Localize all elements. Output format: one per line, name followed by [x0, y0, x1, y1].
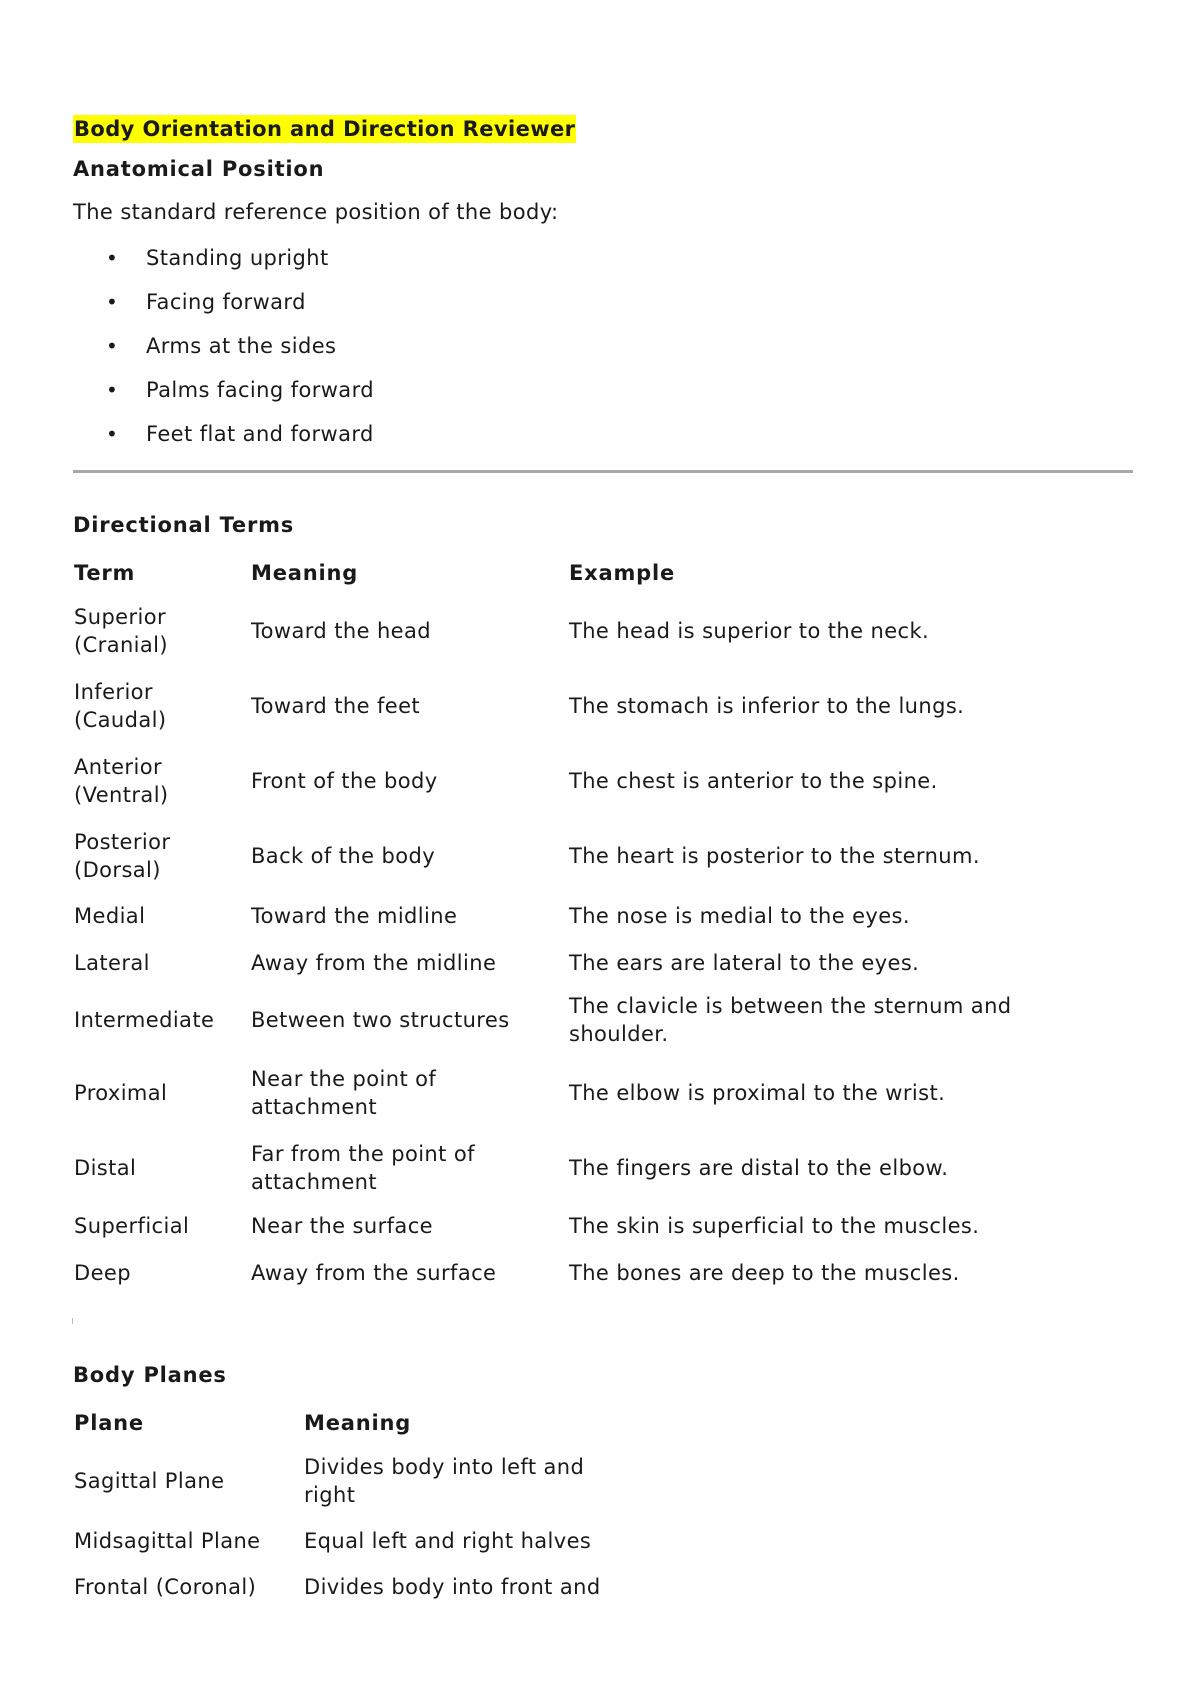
- table-row: [70, 1203, 1045, 1249]
- cell-term: Medial: [74, 904, 146, 928]
- cell-example: The head is superior to the neck.: [569, 618, 930, 643]
- table-header-row: [70, 1403, 630, 1443]
- cell-term: Distal: [74, 1156, 137, 1180]
- table-row: [70, 1249, 1045, 1296]
- table-row: [70, 1053, 1045, 1133]
- cell-meaning: Divides body into left and right: [304, 1454, 585, 1507]
- column-header-term: Term: [74, 561, 136, 585]
- cell-example: The clavicle is between the sternum and shoulder.: [569, 993, 1012, 1046]
- cell-term: Intermediate: [74, 1007, 215, 1032]
- cell-meaning: Toward the head: [251, 618, 431, 643]
- body-planes-table: [70, 1403, 630, 1610]
- cell-meaning: Divides body into front and: [304, 1575, 601, 1599]
- bullet-icon: •: [106, 290, 119, 314]
- table-row: [70, 1443, 630, 1518]
- cell-example: The ears are lateral to the eyes.: [569, 950, 920, 975]
- cell-term: Proximal: [74, 1081, 168, 1105]
- body-planes-heading: Body Planes: [73, 1363, 227, 1387]
- stray-mark: [72, 1318, 73, 1324]
- cell-meaning: Toward the feet: [251, 693, 421, 718]
- table-row: [70, 743, 1045, 818]
- cell-meaning: Far from the point of attachment: [251, 1142, 475, 1194]
- cell-term: Superior (Cranial): [74, 604, 168, 657]
- cell-plane: Frontal (Coronal): [74, 1575, 257, 1599]
- cell-meaning: Toward the midline: [251, 904, 458, 928]
- cell-term: Lateral: [74, 950, 150, 975]
- column-header-meaning: Meaning: [251, 561, 359, 585]
- cell-meaning: Equal left and right halves: [304, 1529, 592, 1553]
- directional-terms-body: [70, 593, 1045, 1296]
- cell-term: Superficial: [74, 1214, 190, 1238]
- table-header-row: [70, 553, 1045, 593]
- column-header-meaning: Meaning: [304, 1411, 412, 1435]
- cell-example: The fingers are distal to the elbow.: [569, 1156, 949, 1180]
- table-row: [70, 818, 1045, 893]
- document-page: Body Orientation and Direction Reviewer Anatomical Position The standard reference position of the body: • Standing upright • Facing forward • Arms at the sides • Palms facing forward • Feet flat and forward Directional Terms Term Meaning Example Superior (Cranial) Toward the head The head is superior to the neck. Inferior (Caudal) Toward the feet The stomach is inferior to the lungs. Anterior (Ventral) Front of the body The chest is anterior to the spine. Posterior (Dorsal) Back of the body The heart is posterior to the sternum. Medial Toward the midline The nose is medial to the eyes. Lateral Away from the midline The ears are lateral to the eyes. Intermediate Between two structures The clavicle is between the sternum and shoulder. Proximal Near the point of attachment The elbow is proximal to the wrist. Distal Far from the point of attachment The fingers are distal to the elbow. Superficial Near the surface The skin is superficial to the muscles. Deep Away from the surface The bones are deep to the muscles. Body Planes Plane Meaning Sagittal Plane Divides body into left and right Midsagittal Plane Equal left and right halves Frontal (Coronal) Divides body into front and: [0, 0, 1200, 1696]
- table-row: [70, 1518, 630, 1564]
- anatomical-position-heading: Anatomical Position: [73, 157, 325, 181]
- cell-meaning: Between two structures: [251, 1007, 510, 1032]
- cell-meaning: Near the surface: [251, 1214, 433, 1238]
- directional-terms-table: [70, 553, 1045, 1296]
- column-header-example: Example: [569, 561, 676, 585]
- table-row: [70, 1564, 630, 1610]
- cell-example: The chest is anterior to the spine.: [569, 768, 938, 793]
- table-row: [70, 668, 1045, 743]
- bullet-icon: •: [106, 334, 119, 358]
- cell-plane: Sagittal Plane: [74, 1468, 225, 1493]
- anatomical-position-intro: The standard reference position of the body:: [73, 200, 559, 224]
- table-row: [70, 893, 1045, 939]
- table-row: [70, 939, 1045, 986]
- cell-example: The heart is posterior to the sternum.: [569, 843, 980, 868]
- table-row: [70, 986, 1045, 1053]
- body-planes-body: [70, 1443, 630, 1610]
- cell-term: Posterior (Dorsal): [74, 829, 171, 882]
- cell-term: Inferior (Caudal): [74, 679, 167, 732]
- column-header-plane: Plane: [74, 1411, 144, 1435]
- directional-terms-heading: Directional Terms: [73, 513, 295, 537]
- document-title: Body Orientation and Direction Reviewer: [74, 117, 576, 141]
- cell-example: The elbow is proximal to the wrist.: [569, 1081, 946, 1105]
- horizontal-divider: [73, 470, 1133, 473]
- cell-example: The bones are deep to the muscles.: [569, 1260, 960, 1285]
- cell-term: Deep: [74, 1260, 131, 1285]
- cell-term: Anterior (Ventral): [74, 754, 169, 807]
- cell-meaning: Near the point of attachment: [251, 1067, 437, 1119]
- cell-meaning: Away from the midline: [251, 950, 497, 975]
- cell-example: The skin is superficial to the muscles.: [569, 1214, 980, 1238]
- cell-meaning: Away from the surface: [251, 1260, 497, 1285]
- cell-meaning: Front of the body: [251, 768, 438, 793]
- table-row: [70, 1133, 1045, 1203]
- cell-example: The nose is medial to the eyes.: [569, 904, 910, 928]
- bullet-icon: •: [106, 422, 119, 446]
- table-row: [70, 593, 1045, 668]
- bullet-icon: •: [106, 378, 119, 402]
- cell-plane: Midsagittal Plane: [74, 1529, 261, 1553]
- cell-meaning: Back of the body: [251, 843, 436, 868]
- bullet-icon: •: [106, 246, 119, 270]
- cell-example: The stomach is inferior to the lungs.: [569, 693, 965, 718]
